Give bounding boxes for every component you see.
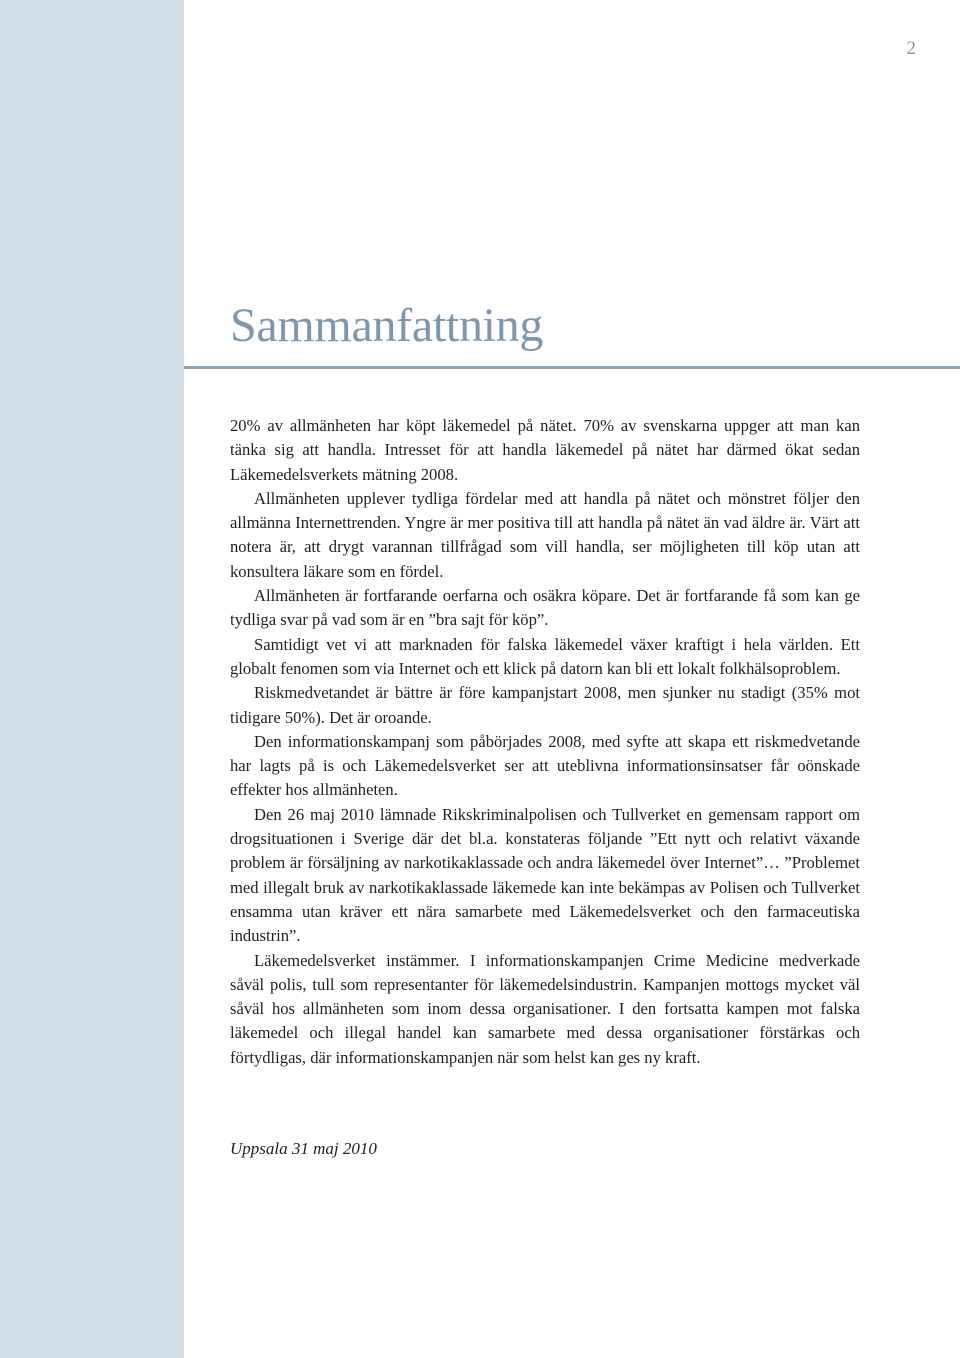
paragraph: Samtidigt vet vi att marknaden för falska läkemedel växer kraftigt i hela världen. Ett globalt fenomen som via Internet och ett klick på datorn kan bli ett lokalt folkhälsoproblem. — [230, 634, 860, 678]
signature-place-date: Uppsala 31 maj 2010 — [230, 1139, 377, 1158]
paragraph: Allmänheten är fortfarande oerfarna och osäkra köpare. Det är fortfarande få som kan ge tydliga svar på vad som är en ”bra sajt för köp”. — [230, 586, 860, 630]
paragraph: Riskmedvetandet är bättre är före kampanjstart 2008, men sjunker nu stadigt (35% mot tidigare 50%). Det är oroande. — [230, 683, 860, 727]
paragraph: 20% av allmänheten har köpt läkemedel på nätet. 70% av svenskarna uppger att man kan tänka sig att handla. Intresset för att handla läkemedel på nätet har därmed ökat sedan Läkemedelsverkets mätning 2008. — [230, 416, 860, 484]
paragraph: Allmänheten upplever tydliga fördelar med att handla på nätet och mönstret följer den allmänna Internettrenden. Yngre är mer positiva till att handla på nätet än vad äldre är. Värt att notera är, att drygt varannan tillfrågad som vill handla, ser möjligheten till köp utan att konsultera läkare som en fördel. — [230, 488, 860, 581]
sidebar-band — [0, 0, 184, 1358]
summary-body — [230, 414, 860, 1070]
paragraph: Den informationskampanj som påbörjades 2008, med syfte att skapa ett riskmedvetande har lagts på is och Läkemedelsverket ser att uteblivna informationsinsatser får oönskade effekter hos allmänheten. — [230, 731, 860, 800]
heading-divider — [184, 366, 960, 369]
page-number: 2 — [906, 38, 916, 59]
page-title: Sammanfattning — [230, 299, 544, 352]
paragraph: Den 26 maj 2010 lämnade Rikskriminalpolisen och Tullverket en gemensam rapport om drogsituationen i Sverige där det bl.a. konstateras följande ”Ett nytt och relativt växande problem är försäljning av narkotikaklassade och andra läkemedel över Internet”… ”Problemet med illegalt bruk av narkotikaklassade läkemede kan inte bekämpas av Polisen och Tullverket ensamma utan kräver ett nära samarbete med Läkemedelsverket och den farmaceutiska industrin”. — [230, 804, 860, 946]
paragraph: Läkemedelsverket instämmer. I informationskampanjen Crime Medicine medverkade såväl polis, tull som representanter för läkemedelsindustrin. Kampanjen mottogs mycket väl såväl hos allmänheten som inom dessa organisationer. I den fortsatta kampen mot falska läkemedel och illegal handel kan samarbete med dessa organisationer förstärkas och förtydligas, där informationskampanjen när som helst kan ges ny kraft. — [230, 950, 860, 1067]
